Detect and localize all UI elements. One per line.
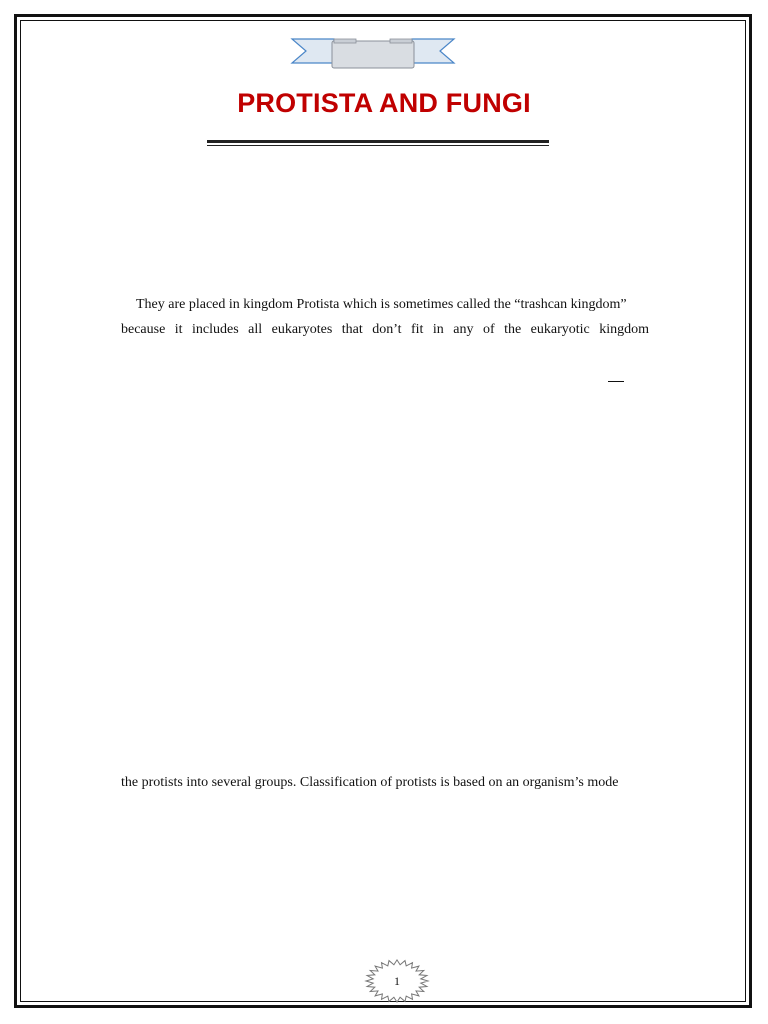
ribbon-banner-icon xyxy=(290,36,456,70)
title-underline xyxy=(207,140,549,146)
paragraph-line: They are placed in kingdom Protista which is sometimes called the “trashcan kingdom” xyxy=(136,297,627,312)
dash-mark xyxy=(608,381,624,382)
page-border-inner xyxy=(20,20,746,1002)
document-title: PROTISTA AND FUNGI xyxy=(237,88,531,118)
page-number: 1 xyxy=(394,974,400,988)
paragraph-line: the protists into several groups. Classification of protists is based on an organism’s mode xyxy=(121,775,619,790)
paragraph-line: because it includes all eukaryotes that don’t fit in any of the eukaryotic kingdom xyxy=(121,322,649,337)
